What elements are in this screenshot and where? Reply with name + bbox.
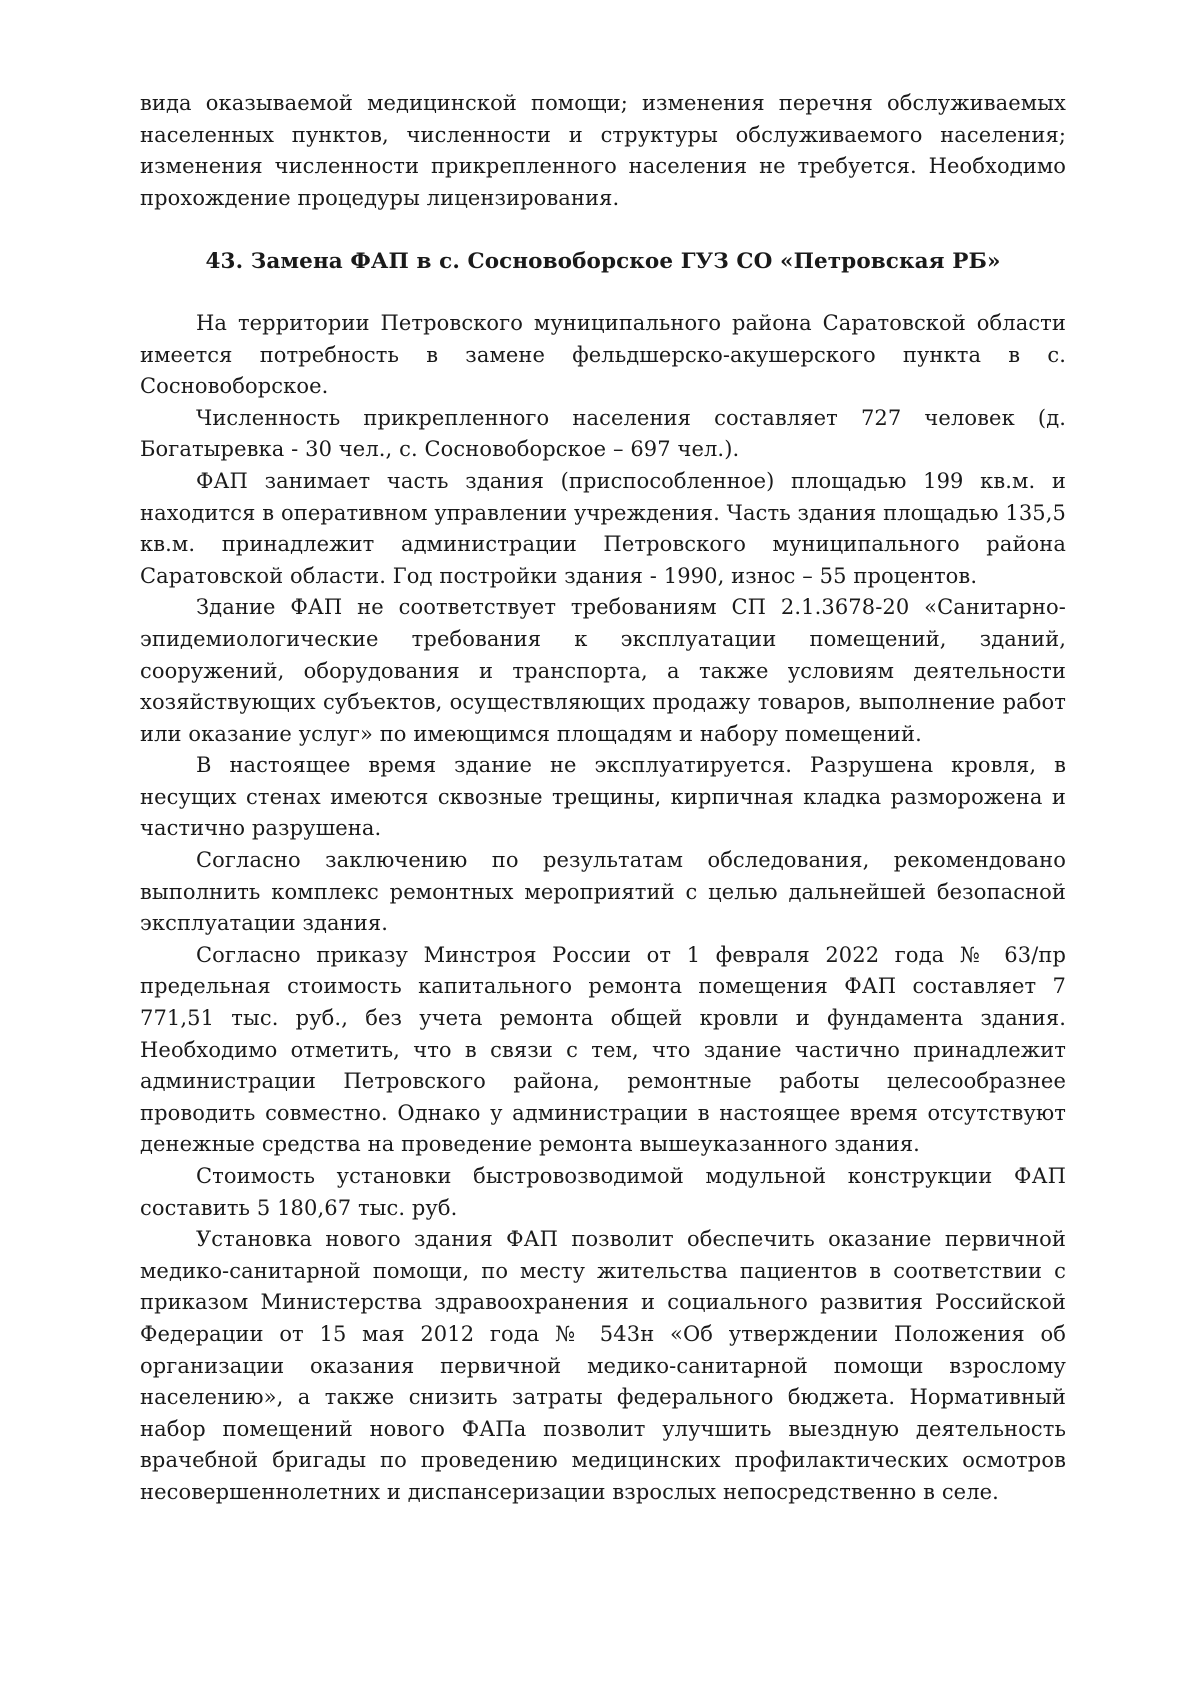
paragraph-territory-need: На территории Петровского муниципального района Саратовской области имеется потребность в замене фельдшерско-акушерского пункта в с. Сосновоборское. [140,310,1066,399]
paragraph-repair-cost: Согласно приказу Минстроя России от 1 февраля 2022 года № 63/пр предельная стоимость капитального ремонта помещения ФАП составляет 7 771,51 тыс. руб., без учета ремонта общей кровли и фундамента здания. Необходимо отметить, что в связи с тем, что здание частично принадлежит администрации Петровского района, ремонтные работы целесообразнее проводить совместно. Однако у администрации в настоящее время отсутствуют денежные средства на проведение ремонта вышеуказанного здания. [140,942,1066,1157]
paragraph-inspection-conclusion: Согласно заключению по результатам обследования, рекомендовано выполнить комплекс ремонтных мероприятий с целью дальнейшей безопасной эксплуатации здания. [140,848,1066,936]
section-title: 43. Замена ФАП в с. Сосновоборское ГУЗ СО «Петровская РБ» [205,249,1001,275]
paragraph-new-building-benefits: Установка нового здания ФАП позволит обеспечить оказание первичной медико-санитарной помощи, по месту жительства пациентов в соответствии с приказом Министерства здравоохранения и социального развития Российской Федерации от 15 мая 2012 года № 543н «Об утверждении Положения об организации оказания первичной медико-санитарной помощи взрослому населению», а также снизить затраты федерального бюджета. Нормативный набор помещений нового ФАПа позволит улучшить выездную деятельность врачебной бригады по проведению медицинских профилактических осмотров несовершеннолетних и диспансеризации взрослых непосредственно в селе. [140,1227,1066,1504]
document-body [140,88,1066,1509]
paragraph-population: Численность прикрепленного населения составляет 727 человек (д. Богатыревка - 30 чел., с. Сосновоборское – 697 чел.). [140,405,1066,462]
paragraph-building-condition: В настоящее время здание не эксплуатируется. Разрушена кровля, в несущих стенах имеются сквозные трещины, кирпичная кладка разморожена и частично разрушена. [140,753,1066,841]
paragraph-modular-cost: Стоимость установки быстровозводимой модульной конструкции ФАП составить 5 180,67 тыс. руб. [140,1164,1066,1220]
continuation-paragraph: вида оказываемой медицинской помощи; изменения перечня обслуживаемых населенных пунктов, численности и структуры обслуживаемого населения; изменения численности прикрепленного населения не требуется. Необходимо прохождение процедуры лицензирования. [140,91,1066,210]
paragraph-building-area: ФАП занимает часть здания (приспособленное) площадью 199 кв.м. и находится в оперативном управлении учреждения. Часть здания площадью 135,5 кв.м. принадлежит администрации Петровского муниципального района Саратовской области. Год постройки здания - 1990, износ – 55 процентов. [140,468,1066,588]
paragraph-sanitary-requirements: Здание ФАП не соответствует требованиям СП 2.1.3678-20 «Санитарно-эпидемиологические требования к эксплуатации помещений, зданий, сооружений, оборудования и транспорта, а также условиям деятельности хозяйствующих субъектов, осуществляющих продажу товаров, выполнение работ или оказание услуг» по имеющимся площадям и набору помещений. [140,595,1066,746]
